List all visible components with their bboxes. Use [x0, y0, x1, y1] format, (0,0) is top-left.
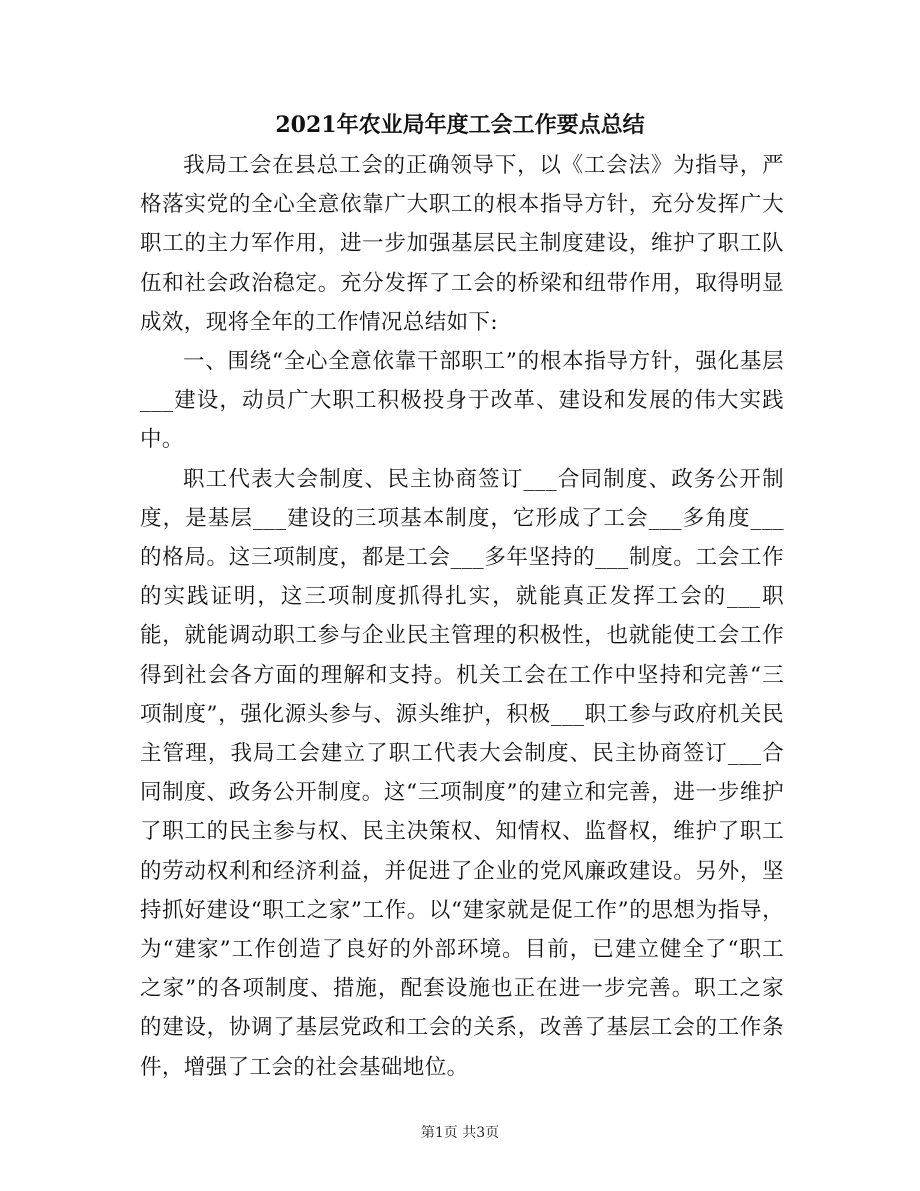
paragraph-section-one: 一、围绕“全心全意依靠干部职工”的根本指导方针，强化基层___建设，动员广大职工积极投身于改革、建设和发展的伟大实践中。 — [140, 349, 784, 453]
document-body — [140, 146, 784, 1087]
paragraph-three-systems: 职工代表大会制度、民主协商签订___合同制度、政务公开制度，是基层___建设的三项基本制度，它形成了工会___多角度___的格局。这三项制度，都是工会___多年坚持的___制度。工会工作的实践证明，这三项制度抓得扎实，就能真正发挥工会的___职能，就能调动职工参与企业民主管理的积极性，也就能使工会工作得到社会各方面的理解和支持。机关工会在工作中坚持和完善“三项制度”，强化源头参与、源头维护，积极___职工参与政府机关民主管理，我局工会建立了职工代表大会制度、民主协商签订___合同制度、政务公开制度。这“三项制度”的建立和完善，进一步维护了职工的民主参与权、民主决策权、知情权、监督权，维护了职工的劳动权利和经济利益，并促进了企业的党风廉政建设。另外，坚持抓好建设“职工之家”工作。以“建家就是促工作”的思想为指导，为“建家”工作创造了良好的外部环境。目前，已建立健全了“职工之家”的各项制度、措施，配套设施也正在进一步完善。职工之家的建设，协调了基层党政和工会的关系，改善了基层工会的工作条件，增强了工会的社会基础地位。 — [140, 466, 784, 1080]
page-number-footer: 第1页 共3页 — [420, 1125, 500, 1141]
paragraph-intro: 我局工会在县总工会的正确领导下，以《工会法》为指导，严格落实党的全心全意依靠广大职工的根本指导方针，充分发挥广大职工的主力军作用，进一步加强基层民主制度建设，维护了职工队伍和社会政治稳定。充分发挥了工会的桥梁和纽带作用，取得明显成效，现将全年的工作情况总结如下: — [140, 153, 784, 335]
document-title: 2021年农业局年度工会工作要点总结 — [275, 112, 645, 138]
